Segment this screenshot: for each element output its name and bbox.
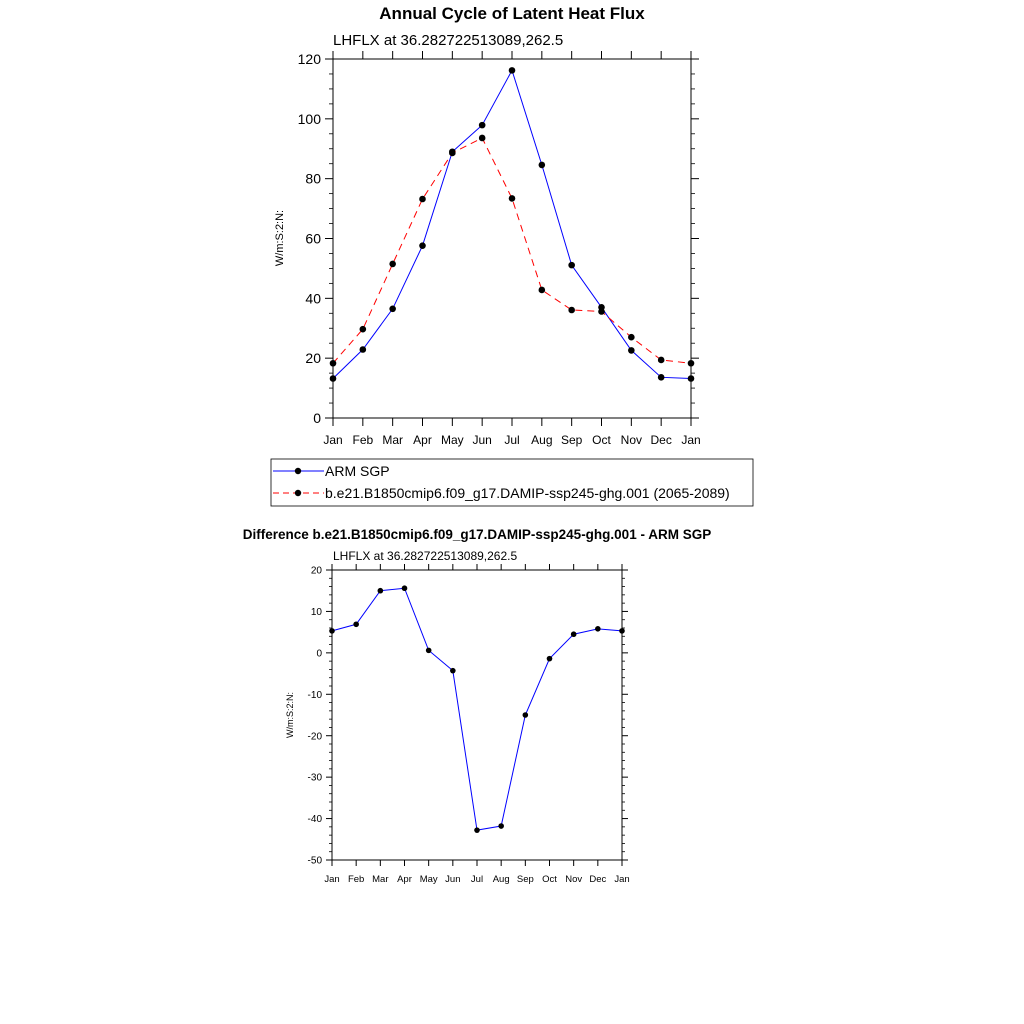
data-point-series-2 [419,196,426,203]
data-point-series-2 [479,135,486,142]
x-tick-label: Jan [681,433,701,447]
series-line-1 [333,70,691,378]
x-tick-label: Sep [560,433,583,447]
plot-frame [332,570,622,860]
data-point-series-2 [389,261,396,268]
x-tick-label: Apr [397,874,412,885]
data-point-series-1 [389,306,396,313]
data-point-series-2 [330,360,337,367]
data-point-series-1 [402,585,408,591]
data-point-series-1 [329,628,335,634]
data-point-series-1 [628,347,635,354]
x-tick-label: Nov [620,433,643,447]
data-point-series-1 [688,375,695,382]
legend-marker-arm-sgp [295,468,301,474]
y-axis-label: W/m:S:2:N: [285,691,295,739]
y-tick-label: -20 [307,731,322,743]
data-point-series-1 [658,374,665,381]
chart-subtitle: LHFLX at 36.282722513089,262.5 [333,32,564,49]
y-tick-label: -50 [307,855,322,867]
x-tick-label: Oct [592,433,611,447]
data-point-series-1 [509,67,516,74]
x-tick-label: Jun [445,874,461,885]
x-tick-label: Mar [382,433,404,447]
data-point-series-1 [426,648,432,654]
y-axis-label: W/m:S:2:N: [274,209,286,267]
x-tick-label: Jan [614,874,630,885]
x-tick-label: May [419,874,438,885]
series-layer [330,67,695,382]
x-tick-label: Jul [470,874,484,885]
x-axis [323,51,700,447]
y-tick-label: 20 [305,350,321,367]
data-point-series-2 [449,150,456,157]
data-point-series-1 [595,626,601,632]
series-line-2 [333,138,691,363]
data-point-series-1 [539,162,546,169]
annual-cycle-chart [271,4,753,506]
data-point-series-1 [419,242,426,249]
series-layer [329,585,625,833]
data-point-series-2 [658,357,665,364]
x-tick-label: Dec [589,874,607,885]
x-tick-label: Sep [516,874,534,885]
data-point-series-1 [571,631,577,637]
y-axis [308,566,628,867]
plot-frame [333,59,691,418]
data-point-series-1 [378,588,384,594]
series-line-1 [332,588,622,830]
legend [271,459,753,506]
y-tick-label: 0 [316,648,322,660]
x-tick-label: Aug [492,874,510,885]
y-tick-label: 40 [305,290,321,307]
x-tick-label: Jun [472,433,492,447]
x-tick-label: Feb [352,433,374,447]
data-point-series-1 [353,621,359,627]
y-axis [298,51,699,426]
data-point-series-2 [628,334,635,341]
x-tick-label: Oct [542,874,557,885]
x-tick-label: Dec [650,433,672,447]
data-point-series-2 [509,195,516,202]
y-tick-label: -30 [307,772,322,784]
y-tick-label: 20 [310,565,322,577]
data-point-series-1 [479,122,486,129]
y-tick-label: 80 [305,170,321,187]
x-tick-label: Nov [565,874,583,885]
x-tick-label: Aug [531,433,553,447]
chart-title: Annual Cycle of Latent Heat Flux [379,4,645,23]
x-tick-label: Mar [372,874,389,885]
data-point-series-1 [568,262,575,269]
y-tick-label: -40 [307,814,322,826]
difference-chart [243,527,711,885]
data-point-series-1 [330,375,337,382]
legend-marker-model [295,490,301,496]
y-tick-label: 60 [305,230,321,247]
data-point-series-2 [688,360,695,367]
y-tick-label: 10 [310,607,322,619]
x-tick-label: Apr [413,433,432,447]
data-point-series-1 [474,827,480,833]
legend-label-arm-sgp: ARM SGP [325,463,390,479]
x-tick-label: Jan [323,433,343,447]
legend-label-model: b.e21.B1850cmip6.f09_g17.DAMIP-ssp245-ghg.001 (2065-2089) [325,485,730,501]
x-tick-label: Feb [347,874,365,885]
data-point-series-2 [598,308,605,315]
y-tick-label: 100 [297,110,321,127]
data-point-series-1 [547,656,553,662]
data-point-series-1 [498,823,504,829]
x-tick-label: Jul [504,433,520,447]
x-tick-label: May [440,433,464,447]
data-point-series-1 [619,628,625,634]
data-point-series-2 [539,287,546,294]
y-tick-label: 120 [297,51,321,68]
data-point-series-1 [523,712,529,718]
data-point-series-2 [568,307,575,314]
y-tick-label: 0 [313,410,321,427]
data-point-series-2 [360,326,367,333]
data-point-series-1 [450,668,456,674]
data-point-series-1 [360,346,367,353]
x-axis [324,564,629,885]
x-tick-label: Jan [324,874,340,885]
y-tick-label: -10 [307,689,322,701]
chart-title: Difference b.e21.B1850cmip6.f09_g17.DAMIP-ssp245-ghg.001 - ARM SGP [242,527,712,542]
chart-subtitle: LHFLX at 36.282722513089,262.5 [333,549,518,563]
